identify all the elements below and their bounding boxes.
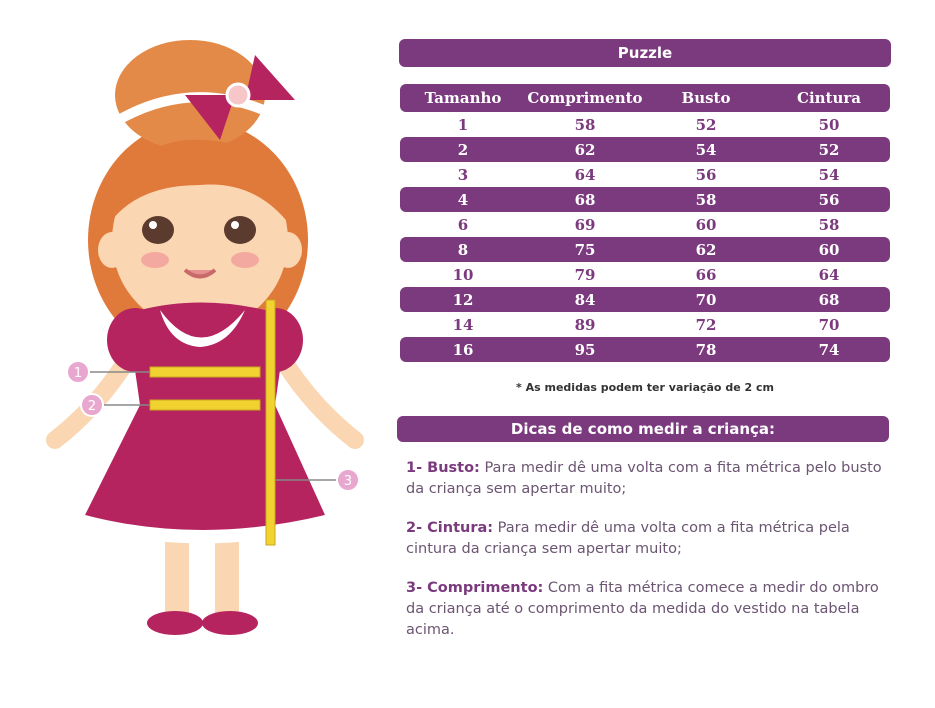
- table-cell: 79: [574, 265, 596, 284]
- girl-measurement-illustration: [40, 35, 375, 655]
- tip-label: 2- Cintura:: [406, 520, 494, 536]
- table-cell: 52: [818, 140, 840, 159]
- size-table: [400, 84, 890, 362]
- table-cell: 58: [818, 215, 840, 234]
- tip-label: 3- Comprimento:: [406, 580, 544, 596]
- table-cell: 1: [457, 115, 469, 134]
- table-row: [400, 287, 890, 312]
- table-cell: 95: [574, 340, 596, 359]
- marker-1-icon: [67, 361, 89, 383]
- table-cell: 62: [574, 140, 596, 159]
- table-cell: 54: [818, 165, 840, 184]
- column-header: Busto: [681, 89, 731, 107]
- tip-label: 1- Busto:: [406, 460, 480, 476]
- table-cell: 68: [574, 190, 596, 209]
- table-cell: 66: [695, 265, 717, 284]
- table-cell: 4: [457, 190, 469, 209]
- table-cell: 78: [695, 340, 717, 359]
- brand-title: Puzzle: [617, 44, 673, 62]
- marker-3-icon: [337, 469, 359, 491]
- tip-text: Com a fita métrica comece a medir do ombro da criança até o comprimento da medida do vestido na tabela acima.: [406, 580, 879, 638]
- tips-title-bar: [397, 416, 889, 442]
- tips-title: Dicas de como medir a criança:: [510, 420, 776, 438]
- svg-text:1: 1: [73, 366, 83, 381]
- table-row: [400, 162, 890, 187]
- table-row: [400, 212, 890, 237]
- brand-title-bar: [399, 39, 891, 67]
- tip-bust: [406, 458, 886, 500]
- tip-text: Para medir dê uma volta com a fita métrica pela cintura da criança sem apertar muito;: [406, 520, 850, 557]
- table-cell: 12: [452, 290, 474, 309]
- table-cell: 8: [457, 240, 469, 259]
- table-cell: 52: [695, 115, 717, 134]
- marker-2-icon: [81, 394, 103, 416]
- table-cell: 75: [574, 240, 596, 259]
- table-row: [400, 187, 890, 212]
- table-cell: 62: [695, 240, 717, 259]
- table-cell: 89: [574, 315, 596, 334]
- table-header-row: [400, 84, 890, 112]
- column-header: Tamanho: [424, 89, 502, 107]
- tip-length: [406, 578, 886, 641]
- table-row: [400, 312, 890, 337]
- table-cell: 69: [574, 215, 596, 234]
- table-cell: 54: [695, 140, 717, 159]
- svg-text:2: 2: [87, 399, 97, 414]
- table-row: [400, 237, 890, 262]
- table-row: [400, 262, 890, 287]
- table-cell: 60: [818, 240, 840, 259]
- table-cell: 72: [695, 315, 717, 334]
- column-header: Cintura: [797, 89, 861, 107]
- variation-note: * As medidas podem ter variação de 2 cm: [516, 381, 774, 394]
- table-row: [400, 137, 890, 162]
- table-cell: 70: [818, 315, 840, 334]
- table-cell: 10: [452, 265, 474, 284]
- table-cell: 68: [818, 290, 840, 309]
- table-cell: 84: [574, 290, 596, 309]
- table-cell: 64: [574, 165, 596, 184]
- tip-text: Para medir dê uma volta com a fita métrica pelo busto da criança sem apertar muito;: [406, 460, 882, 497]
- svg-text:3: 3: [343, 474, 353, 489]
- table-cell: 16: [452, 340, 474, 359]
- table-cell: 56: [818, 190, 840, 209]
- column-header: Comprimento: [527, 89, 643, 107]
- table-cell: 70: [695, 290, 717, 309]
- table-cell: 56: [695, 165, 717, 184]
- table-cell: 14: [452, 315, 474, 334]
- table-cell: 3: [457, 165, 469, 184]
- table-cell: 74: [818, 340, 840, 359]
- table-cell: 64: [818, 265, 840, 284]
- tip-waist: [406, 518, 886, 560]
- table-row: [400, 112, 890, 137]
- table-cell: 58: [695, 190, 717, 209]
- table-row: [400, 337, 890, 362]
- table-cell: 58: [574, 115, 596, 134]
- table-cell: 6: [457, 215, 469, 234]
- table-cell: 2: [457, 140, 469, 159]
- table-cell: 60: [695, 215, 717, 234]
- measurement-tips: [406, 458, 886, 659]
- table-cell: 50: [818, 115, 840, 134]
